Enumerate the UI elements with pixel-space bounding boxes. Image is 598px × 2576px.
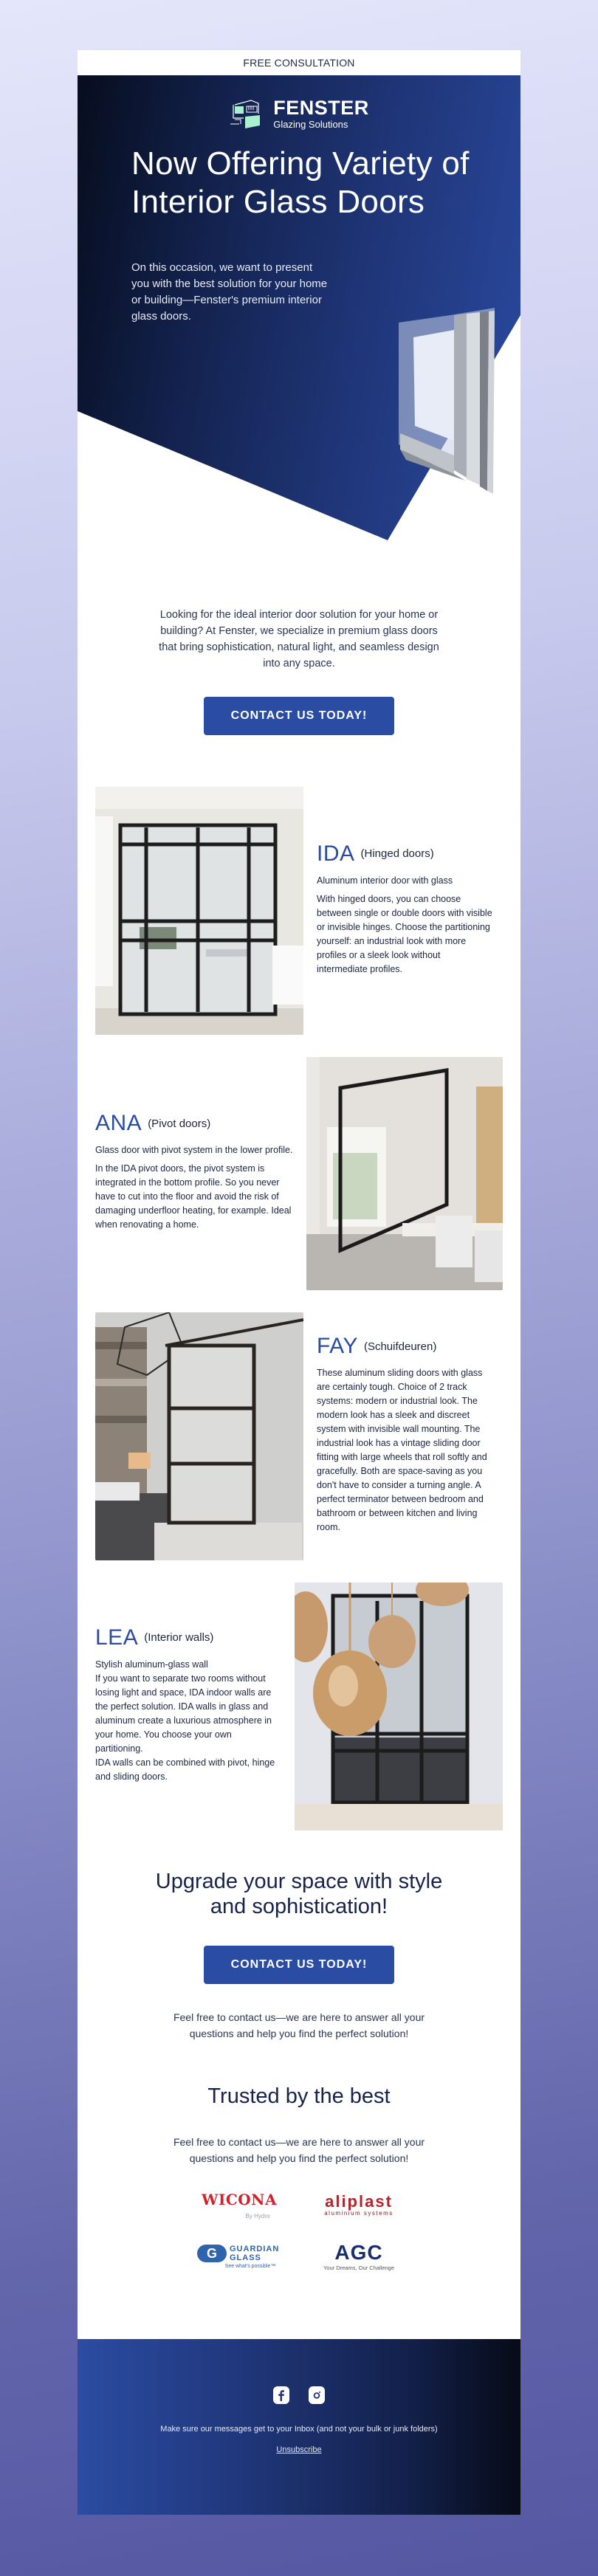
- closing-section: [78, 1853, 520, 2042]
- hero-text: On this occasion, we want to present you with the best solution for your home or building—Fenster's premium interior glass doors.: [131, 261, 328, 323]
- product-ida: [95, 787, 503, 1035]
- agc-logo: AGC: [334, 2240, 383, 2264]
- product-name: LEA: [95, 1625, 139, 1650]
- guardian-horse-icon: G: [197, 2245, 227, 2262]
- product-description: If you want to separate two rooms without losing light and space, IDA indoor walls are the perfect solution. IDA walls in glass and aluminum create a luxurious atmosphere in your home. You choose your own partitioning. IDA walls can be combined with pivot, hinge and sliding doors.: [95, 1673, 275, 1782]
- building-logo-icon: [229, 97, 267, 130]
- partner-logo-agc: [303, 2239, 414, 2274]
- facebook-icon: [276, 2389, 286, 2401]
- product-description: These aluminum sliding doors with glass are certainly tough. Choice of 2 track systems: modern or industrial look. The modern look has a sleek and discreet system with invisible wall mounting. The industrial look has a vintage sliding door fitting with large wheels that roll softly and gracefully. Both are space-saving as you don't have to consider a turning angle. A perfect terminator between bedroom and bathroom or between kitchen and living room.: [317, 1368, 487, 1532]
- agc-tagline: Your Dreams, Our Challenge: [323, 2264, 395, 2271]
- footer: [78, 2339, 520, 2515]
- product-image-ana: [306, 1057, 503, 1290]
- partner-logo-aliplast: [303, 2187, 414, 2222]
- hydro-byline: By Hydro: [245, 2212, 270, 2219]
- product-subtitle: Aluminum interior door with glass: [317, 875, 453, 886]
- window-frame-image: [369, 308, 502, 496]
- partner-logos: [78, 2166, 520, 2339]
- email-container: [78, 50, 520, 2515]
- contact-us-button[interactable]: CONTACT US TODAY!: [204, 697, 394, 735]
- wicona-logo: WICONA: [202, 2190, 277, 2208]
- brand-logo[interactable]: [78, 97, 520, 130]
- hero-title: Now Offering Variety of Interior Glass Doors: [131, 145, 470, 220]
- product-subtitle: Stylish aluminum-glass wall: [95, 1659, 208, 1670]
- guardian-tagline: See what's possible™: [224, 2263, 276, 2269]
- product-fay: [95, 1312, 503, 1560]
- partner-logo-guardian: [184, 2239, 295, 2274]
- product-ana: [95, 1057, 503, 1290]
- social-links: [78, 2386, 520, 2404]
- product-subtitle: Glass door with pivot system in the lower profile.: [95, 1145, 293, 1155]
- aliplast-tagline: aluminium systems: [324, 2209, 393, 2217]
- product-description: In the IDA pivot doors, the pivot system is integrated in the bottom profile. So you never have to cut into the floor and avoid the risk of damaging underfloor heating, for example. Ideal when renovating a home.: [95, 1163, 292, 1230]
- brand-name: FENSTER: [273, 97, 369, 119]
- contact-us-button-bottom[interactable]: CONTACT US TODAY!: [204, 1946, 394, 1984]
- brand-tagline: Glazing Solutions: [273, 119, 348, 130]
- product-lea: [95, 1583, 503, 1831]
- product-image-fay: [95, 1312, 303, 1560]
- free-consultation-bar[interactable]: [78, 50, 520, 75]
- hero-banner: [78, 75, 520, 548]
- product-type: (Pivot doors): [148, 1117, 211, 1130]
- aliplast-logo: aliplast: [325, 2191, 393, 2211]
- product-image-lea: [295, 1583, 503, 1831]
- product-name: ANA: [95, 1111, 142, 1135]
- unsubscribe-link[interactable]: Unsubscribe: [276, 2445, 322, 2454]
- trusted-section: [78, 2042, 520, 2166]
- facebook-link[interactable]: [273, 2386, 289, 2404]
- partner-logo-wicona: [184, 2187, 295, 2222]
- product-name: FAY: [317, 1334, 358, 1358]
- topbar-label[interactable]: FREE CONSULTATION: [243, 57, 355, 69]
- product-list: [78, 735, 520, 1831]
- trusted-title: Trusted by the best: [207, 2084, 391, 2108]
- closing-title: Upgrade your space with style and sophistication!: [155, 1870, 443, 1918]
- product-type: (Interior walls): [144, 1631, 214, 1644]
- product-type: (Hinged doors): [360, 847, 434, 860]
- intro-text: Looking for the ideal interior door solution for your home or building? At Fenster, we specialize in premium glass doors that bring sophistication, natural light, and seamless design into any space.: [159, 609, 439, 669]
- intro-section: [78, 548, 520, 735]
- product-type: (Schuifdeuren): [363, 1340, 437, 1353]
- product-name: IDA: [317, 841, 355, 866]
- instagram-icon: [312, 2390, 322, 2400]
- guardian-logo: GUARDIAN GLASS: [230, 2244, 280, 2262]
- product-image-ida: [95, 787, 303, 1035]
- closing-text: Feel free to contact us—we are here to answer all your questions and help you find the perfect solution!: [173, 2011, 425, 2039]
- trusted-text: Feel free to contact us—we are here to answer all your questions and help you find the perfect solution!: [173, 2136, 425, 2164]
- inbox-note: Make sure our messages get to your Inbox (and not your bulk or junk folders): [160, 2425, 438, 2434]
- instagram-link[interactable]: [309, 2386, 325, 2404]
- product-description: With hinged doors, you can choose between single or double doors with visible or invisible hinges. Choose the partitioning yourself: an industrial look with more profiles or a sleek look without intermediate profiles.: [317, 893, 492, 974]
